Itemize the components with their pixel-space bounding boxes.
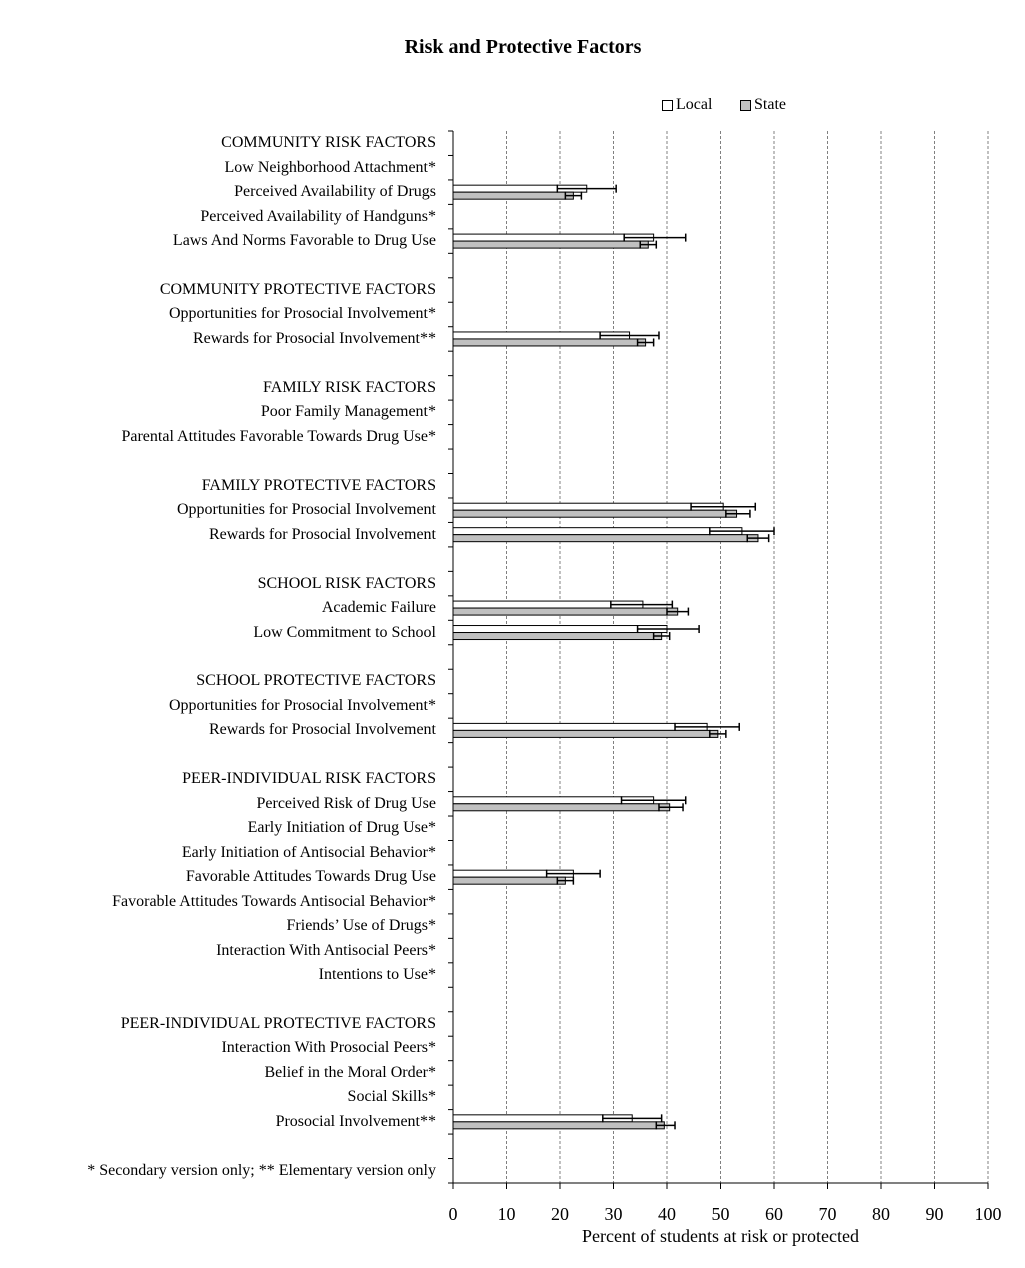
category-label: Low Neighborhood Attachment* [224, 158, 436, 176]
category-label: Academic Failure [321, 599, 436, 617]
x-tick-label-100: 100 [974, 1204, 1002, 1224]
category-label: Low Commitment to School [253, 623, 436, 641]
x-tick-label-60: 60 [765, 1204, 783, 1224]
category-label: Intentions to Use* [318, 966, 436, 984]
x-tick-label-10: 10 [497, 1204, 516, 1224]
bar-state [453, 877, 565, 884]
bar-state [453, 192, 573, 199]
category-label: Favorable Attitudes Towards Drug Use [185, 868, 436, 886]
x-tick-label-80: 80 [872, 1204, 890, 1224]
bar-state [453, 633, 662, 640]
bar-state [453, 510, 737, 517]
bar-state [453, 730, 718, 737]
bar-local [453, 528, 742, 535]
category-label: Perceived Availability of Handguns* [200, 207, 436, 225]
category-label: Rewards for Prosocial Involvement** [192, 329, 436, 347]
x-tick-label-40: 40 [658, 1204, 676, 1224]
bar-state [453, 1122, 664, 1129]
category-label: Rewards for Prosocial Involvement [208, 721, 436, 739]
category-label: Perceived Risk of Drug Use [256, 794, 436, 812]
category-header: FAMILY PROTECTIVE FACTORS [201, 476, 436, 494]
x-tick-label-0: 0 [448, 1204, 458, 1224]
category-label: Laws And Norms Favorable to Drug Use [172, 232, 436, 250]
bar-state [453, 608, 678, 615]
category-label: Interaction With Prosocial Peers* [221, 1039, 436, 1057]
bar-state [453, 804, 670, 811]
x-axis-label: Percent of students at risk or protected [582, 1226, 859, 1246]
category-header: FAMILY RISK FACTORS [263, 378, 436, 396]
category-label: Early Initiation of Drug Use* [247, 819, 436, 837]
category-label: Early Initiation of Antisocial Behavior* [181, 843, 436, 861]
category-label: Favorable Attitudes Towards Antisocial Behavior* [112, 892, 436, 910]
category-header: SCHOOL PROTECTIVE FACTORS [196, 672, 436, 690]
category-label: Belief in the Moral Order* [264, 1063, 436, 1081]
bar-local [453, 626, 667, 633]
x-tick-label-90: 90 [925, 1204, 944, 1224]
category-label: Social Skills* [347, 1088, 436, 1106]
bar-state [453, 339, 646, 346]
category-label: Friends’ Use of Drugs* [286, 917, 436, 935]
legend-local-label: Local [676, 96, 713, 113]
category-label: Perceived Availability of Drugs [234, 183, 436, 201]
chart-title: Risk and Protective Factors [404, 36, 642, 58]
category-label: Opportunities for Prosocial Involvement* [168, 305, 436, 323]
category-label: Poor Family Management* [260, 403, 436, 421]
category-header: SCHOOL RISK FACTORS [257, 574, 436, 592]
bar-local [453, 723, 707, 730]
category-label: Rewards for Prosocial Involvement [208, 525, 436, 543]
category-header: COMMUNITY PROTECTIVE FACTORS [159, 281, 436, 299]
category-label: Prosocial Involvement** [275, 1112, 436, 1130]
x-tick-label-50: 50 [711, 1204, 730, 1224]
legend-state-label: State [754, 96, 786, 113]
x-tick-label-70: 70 [818, 1204, 837, 1224]
footnote: * Secondary version only; ** Elementary version only [87, 1161, 436, 1179]
category-header: PEER-INDIVIDUAL PROTECTIVE FACTORS [120, 1014, 436, 1032]
bar-state [453, 241, 648, 248]
category-header: COMMUNITY RISK FACTORS [221, 134, 436, 152]
category-label: Opportunities for Prosocial Involvement [176, 501, 436, 519]
x-tick-label-20: 20 [551, 1204, 569, 1224]
category-header: PEER-INDIVIDUAL RISK FACTORS [182, 770, 436, 788]
x-tick-label-30: 30 [604, 1204, 623, 1224]
category-label: Opportunities for Prosocial Involvement* [168, 696, 436, 714]
bar-state [453, 535, 758, 542]
bar-local [453, 503, 723, 510]
category-label: Parental Attitudes Favorable Towards Drug Use* [121, 427, 436, 445]
category-label: Interaction With Antisocial Peers* [216, 941, 436, 959]
